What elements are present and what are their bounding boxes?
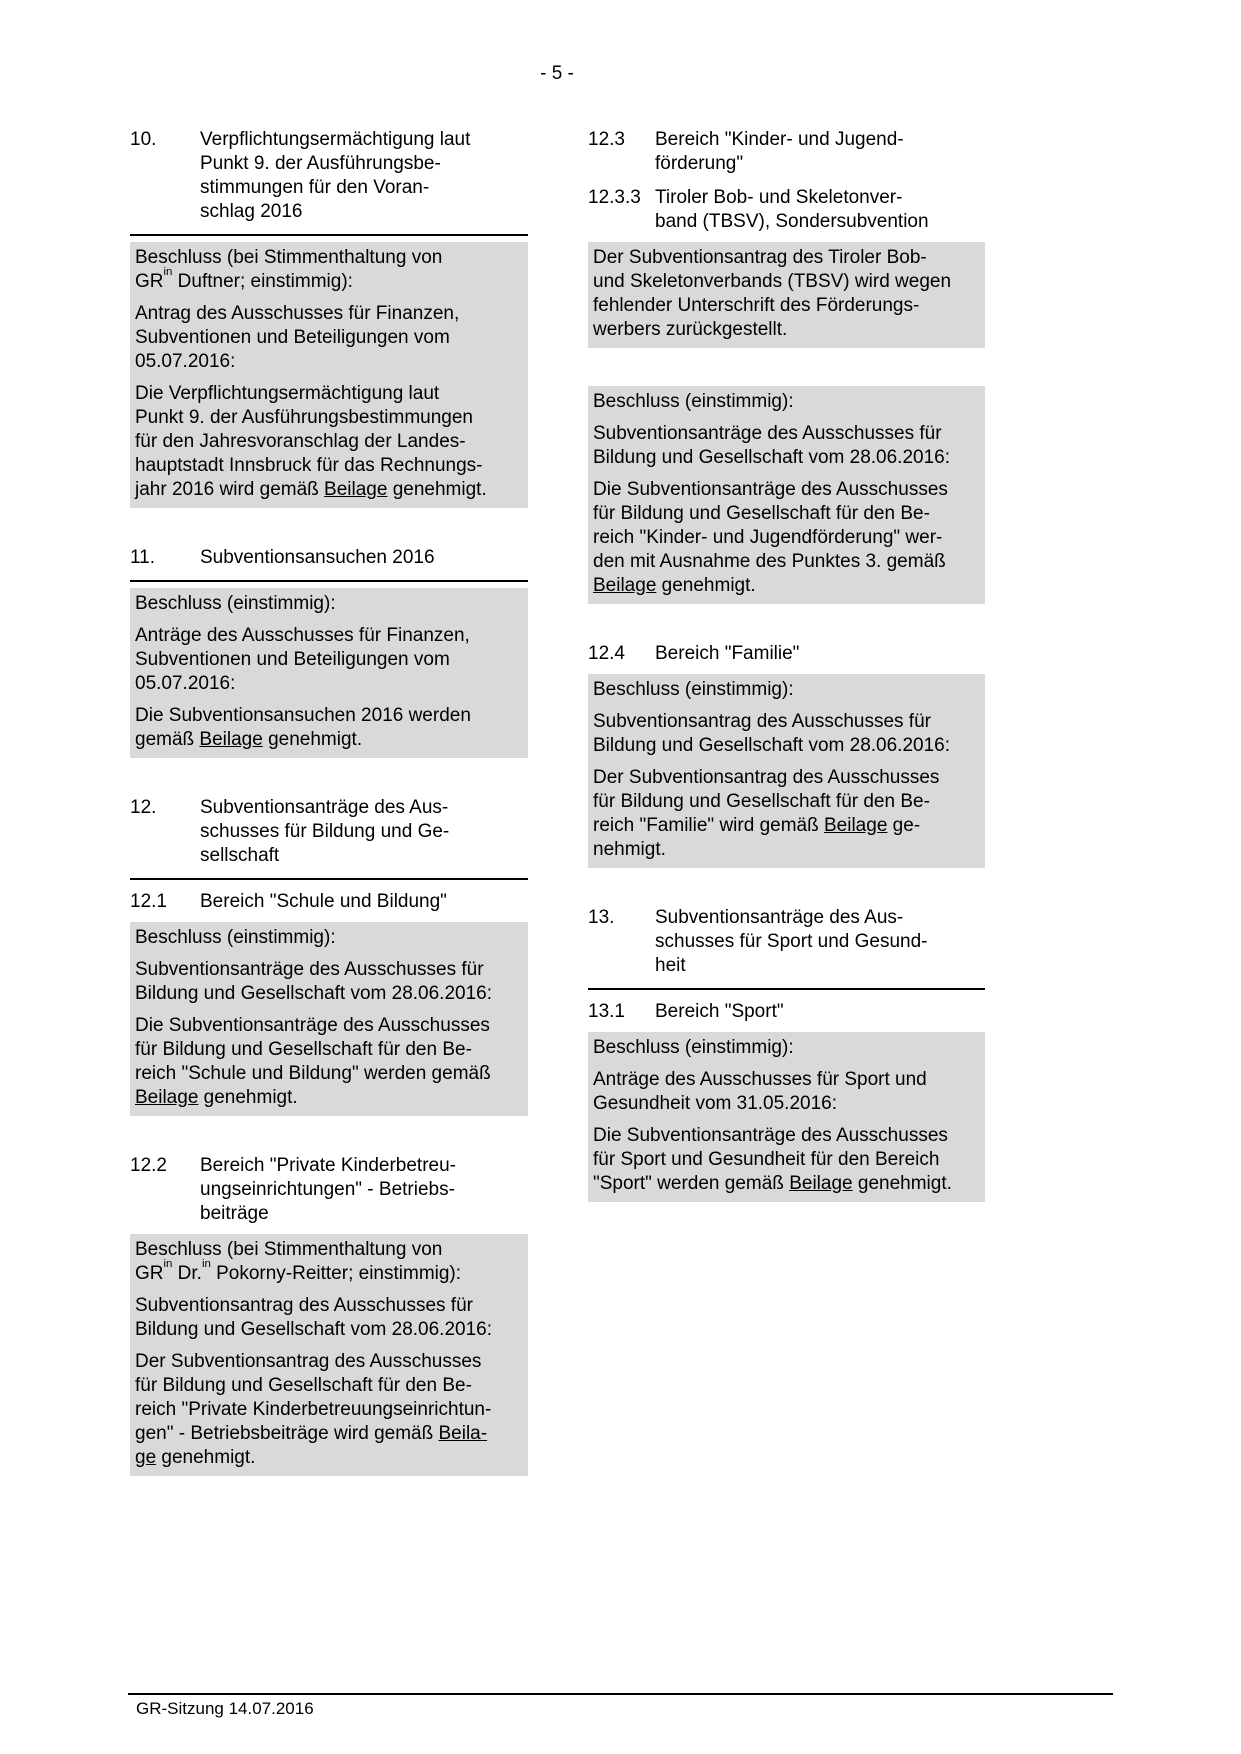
decision-block <box>130 588 528 758</box>
heading-title: Verpflichtungsermächtigung laut Punkt 9. der Ausführungsbe- stimmungen für den Voran- schlag 2016 <box>200 129 471 222</box>
paragraph: Subventionsanträge des Ausschusses für Bildung und Gesellschaft vom 28.06.2016: <box>135 959 493 1004</box>
paragraph: Beschluss (bei Stimmenthaltung von $GR^{in}$ Duftner; einstimmig): <box>135 247 443 292</box>
page-footer <box>128 1693 1113 1719</box>
decision-block <box>130 242 528 508</box>
heading-title: Bereich "Kinder- und Jugend- förderung" <box>655 129 904 174</box>
paragraph: Beschluss (einstimmig): <box>593 391 794 412</box>
paragraph: Beschluss (einstimmig): <box>135 593 336 614</box>
section-heading <box>130 546 528 582</box>
paragraph: Anträge des Ausschusses für Sport und Gesundheit vom 31.05.2016: <box>593 1069 927 1114</box>
paragraph: Anträge des Ausschusses für Finanzen, Subventionen und Beteiligungen vom 05.07.2016: <box>135 625 470 694</box>
heading-number: 10. <box>130 129 157 150</box>
page-number: - 5 - <box>540 63 574 84</box>
paragraph: Die Subventionsansuchen 2016 werden gemäß Beilage genehmigt. <box>135 705 471 750</box>
column-left <box>130 128 528 1476</box>
sub-heading <box>130 1154 528 1226</box>
paragraph: Der Subventionsantrag des Ausschusses für Bildung und Gesellschaft für den Be- reich "Familie" wird gemäß Beilage ge- nehmigt. <box>593 767 940 860</box>
heading-title: Bereich "Private Kinderbetreu- ungseinrichtungen" - Betriebs- beiträge <box>200 1155 456 1224</box>
heading-number: 13.1 <box>588 1001 625 1022</box>
paragraph: Die Subventionsanträge des Ausschusses für Bildung und Gesellschaft für den Be- reich "Kinder- und Jugendförderung" wer- den mit Ausnahme des Punktes 3. gemäß Beilage genehmigt. <box>593 479 948 596</box>
paragraph: Subventionsantrag des Ausschusses für Bildung und Gesellschaft vom 28.06.2016: <box>135 1295 493 1340</box>
heading-title: Subventionsansuchen 2016 <box>200 547 435 568</box>
sub-heading <box>588 128 985 176</box>
paragraph: Beschluss (bei Stimmenthaltung von $GR^{in}$ Dr.$^{in}$ Pokorny-Reitter; einstimmig): <box>135 1239 462 1284</box>
sub-heading <box>588 1000 985 1024</box>
footer-label: GR-Sitzung 14.07.2016 <box>136 1699 314 1718</box>
paragraph: Die Subventionsanträge des Ausschusses für Sport und Gesundheit für den Bereich "Sport" werden gemäß Beilage genehmigt. <box>593 1125 952 1194</box>
section-heading <box>130 796 528 880</box>
decision-block <box>588 674 985 868</box>
sub-heading <box>130 890 528 914</box>
paragraph: Subventionsantrag des Ausschusses für Bildung und Gesellschaft vom 28.06.2016: <box>593 711 951 756</box>
heading-title: Bereich "Sport" <box>655 1001 784 1022</box>
decision-block <box>130 1234 528 1476</box>
paragraph: Antrag des Ausschusses für Finanzen, Subventionen und Beteiligungen vom 05.07.2016: <box>135 303 460 372</box>
decision-block <box>588 242 985 348</box>
paragraph: Der Subventionsantrag des Tiroler Bob- und Skeletonverbands (TBSV) wird wegen fehlender Unterschrift des Förderungs- werbers zurückgestellt. <box>593 247 952 340</box>
paragraph: Subventionsanträge des Ausschusses für Bildung und Gesellschaft vom 28.06.2016: <box>593 423 951 468</box>
paragraph: Die Subventionsanträge des Ausschusses für Bildung und Gesellschaft für den Be- reich "Schule und Bildung" werden gemäß Beilage genehmigt. <box>135 1015 491 1108</box>
heading-title: Subventionsanträge des Aus- schusses für Bildung und Ge- sellschaft <box>200 797 450 866</box>
column-right <box>588 128 985 1202</box>
heading-number: 11. <box>130 547 156 568</box>
decision-block <box>588 1032 985 1202</box>
heading-number: 12.4 <box>588 643 625 664</box>
heading-number: 12. <box>130 797 157 818</box>
paragraph: Die Verpflichtungsermächtigung laut Punkt 9. der Ausführungsbestimmungen für den Jahresvoranschlag der Landes- hauptstadt Innsbruck für das Rechnungs- jahr 2016 wird gemäß Beilage genehmigt. <box>135 383 487 500</box>
heading-number: 12.1 <box>130 891 167 912</box>
heading-number: 13. <box>588 907 615 928</box>
section-heading <box>130 128 528 236</box>
heading-number: 12.3.3 <box>588 187 641 208</box>
heading-title: Bereich "Schule und Bildung" <box>200 891 447 912</box>
decision-block <box>588 386 985 604</box>
paragraph: Beschluss (einstimmig): <box>135 927 336 948</box>
heading-number: 12.2 <box>130 1155 167 1176</box>
heading-number: 12.3 <box>588 129 625 150</box>
decision-block <box>130 922 528 1116</box>
paragraph: Beschluss (einstimmig): <box>593 1037 794 1058</box>
heading-title: Bereich "Familie" <box>655 643 800 664</box>
section-heading <box>588 906 985 990</box>
paragraph: Beschluss (einstimmig): <box>593 679 794 700</box>
sub-heading <box>588 642 985 666</box>
paragraph: Der Subventionsantrag des Ausschusses für Bildung und Gesellschaft für den Be- reich "Private Kinderbetreuungseinrichtun- gen" - Betriebsbeiträge wird gemäß Beila- ge genehmigt. <box>135 1351 492 1468</box>
heading-title: Tiroler Bob- und Skeletonver- band (TBSV), Sondersubvention <box>655 187 929 232</box>
sub-heading <box>588 186 985 234</box>
heading-title: Subventionsanträge des Aus- schusses für Sport und Gesund- heit <box>655 907 928 976</box>
